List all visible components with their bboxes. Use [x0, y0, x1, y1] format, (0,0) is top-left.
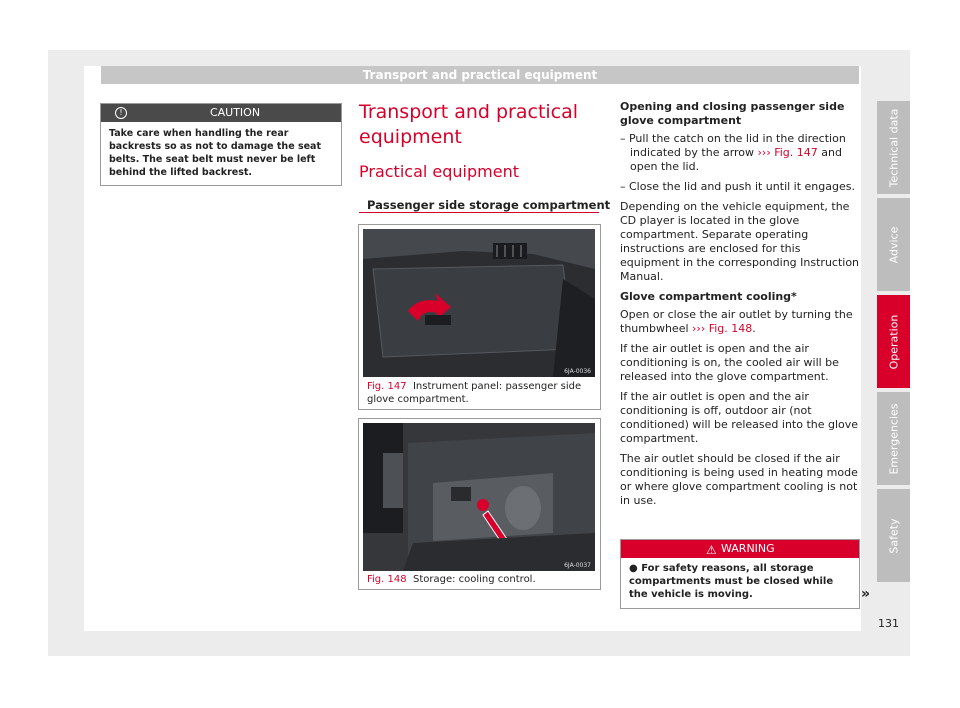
subheading-cooling: Glove compartment cooling*: [620, 290, 797, 303]
figure-caption: [367, 573, 592, 586]
figure-caption: [367, 380, 592, 406]
tab-label: Advice: [887, 226, 900, 263]
warning-box: [620, 539, 860, 609]
step-open: [620, 132, 860, 174]
tab-emergencies[interactable]: [877, 392, 910, 485]
step-text: and open the lid.: [630, 146, 842, 173]
warning-triangle-icon: ⚠: [706, 543, 717, 557]
paragraph-ac-off: If the air outlet is open and the air conditioning is off, outdoor air (not conditioned) will be released into the glove compartment.: [620, 390, 859, 445]
warning-label: WARNING: [721, 542, 775, 555]
tab-label: Technical data: [887, 108, 900, 187]
warning-header: [621, 540, 859, 558]
tab-operation[interactable]: [877, 295, 910, 388]
tab-label: Safety: [887, 517, 900, 554]
fig-147-link[interactable]: ››› Fig. 147: [757, 146, 818, 159]
paragraph-thumbwheel: [620, 308, 860, 336]
page-title: Transport and practical equipment: [359, 101, 579, 148]
tab-safety[interactable]: [877, 489, 910, 582]
step-text: – Pull the catch on the lid in the direction indicated by the arrow: [620, 132, 846, 159]
right-column: [620, 100, 860, 514]
paragraph-close-outlet: The air outlet should be closed if the air conditioning is being used in heating mode or where glove compartment cooling is not in use.: [620, 452, 858, 507]
continue-icon: »: [861, 586, 871, 602]
caution-header: [101, 104, 341, 122]
cooling-control-photo: [363, 423, 595, 571]
figure-caption-text: Instrument panel: passenger side glove compartment.: [367, 381, 582, 405]
page-header: Transport and practical equipment: [101, 66, 859, 84]
figure-148: [358, 418, 601, 590]
page-number: 131: [878, 617, 899, 630]
section-heading: Passenger side storage compartment: [367, 198, 611, 212]
paragraph-cd-player: Depending on the vehicle equipment, the CD player is located in the glove compartment. Separate operating instructions are enclosed for this equipment in the corresponding Instruction Manual.: [620, 200, 860, 283]
step-close: – Close the lid and push it until it engages.: [620, 180, 855, 193]
figure-code: 6JA-0037: [564, 562, 591, 569]
warning-text: ● For safety reasons, all storage compartments must be closed while the vehicle is moving.: [629, 563, 834, 600]
figure-number: Fig. 148: [367, 574, 407, 585]
caution-box: [100, 103, 342, 186]
subheading-opening: Opening and closing passenger side glove compartment: [620, 100, 845, 127]
tab-label: Emergencies: [887, 402, 900, 475]
figure-code: 6JA-0036: [564, 368, 591, 375]
paragraph-text: Open or close the air outlet by turning the thumbwheel: [620, 308, 853, 335]
tab-label: Operation: [887, 314, 900, 369]
tab-technical-data[interactable]: [877, 101, 910, 194]
info-circle-icon: !: [115, 107, 127, 119]
paragraph-ac-on: If the air outlet is open and the air conditioning is on, the cooled air will be released into the glove compartment.: [620, 342, 839, 383]
page-subtitle: Practical equipment: [359, 162, 519, 181]
fig-148-link[interactable]: ››› Fig. 148: [692, 322, 753, 335]
figure-caption-text: Storage: cooling control.: [412, 574, 536, 585]
figure-number: Fig. 147: [367, 381, 407, 392]
paragraph-text: .: [752, 322, 756, 335]
caution-label: CAUTION: [209, 106, 261, 119]
glove-compartment-photo: [363, 229, 595, 377]
tab-advice[interactable]: [877, 198, 910, 291]
figure-147: [358, 224, 601, 410]
section-divider: [359, 212, 599, 213]
caution-text: Take care when handling the rear backrests so as not to damage the seat belts. The seat belt must never be left behind the lifted backrest.: [109, 128, 321, 178]
